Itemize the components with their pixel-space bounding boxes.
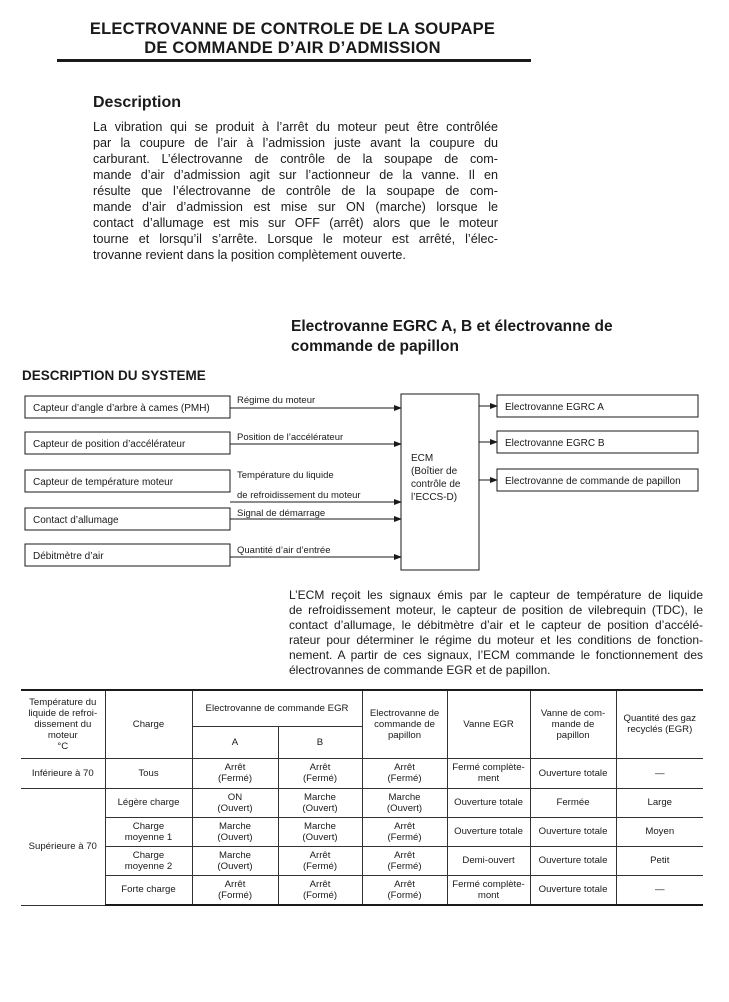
- egr-b-cell: Arrêt (Fermé): [278, 846, 362, 875]
- header-col-b: B: [278, 726, 362, 758]
- egr-b-cell: Marche (Ouvert): [278, 817, 362, 846]
- signal-label: de refroidissement du moteur: [237, 490, 361, 501]
- egr-valve-cell: Ouverture totale: [447, 817, 530, 846]
- egr-a-cell: Arrêt (Formé): [192, 875, 278, 905]
- charge-cell: Tous: [105, 758, 192, 788]
- page-title: [40, 20, 545, 58]
- header-temperature: Température du liquide de refroi- dissement du moteur °C: [21, 690, 105, 758]
- section-heading-line-2: commande de papillon: [291, 338, 459, 355]
- throttle-valve-cell: Ouverture totale: [530, 846, 616, 875]
- egr-a-cell: Arrêt (Fermé): [192, 758, 278, 788]
- description-line: trovanne revient dans la position complètement ouverte.: [93, 248, 406, 262]
- egr-a-cell: Marche (Ouvert): [192, 817, 278, 846]
- gas-cell: Large: [616, 788, 703, 817]
- temp-cell: Supérieure à 70: [21, 788, 105, 905]
- egr-control-table: [21, 689, 703, 906]
- charge-cell: Charge moyenne 1: [105, 817, 192, 846]
- gas-cell: —: [616, 875, 703, 905]
- description-heading: Description: [93, 94, 182, 111]
- signal-label: Régime du moteur: [237, 395, 316, 406]
- throttle-solenoid-cell: Arrêt (Fermé): [362, 846, 447, 875]
- gas-cell: —: [616, 758, 703, 788]
- page-title-line-1: ELECTROVANNE DE CONTROLE DE LA SOUPAPE: [89, 20, 496, 38]
- header-gas-quantity: Quantité des gaz recyclés (EGR): [616, 690, 703, 758]
- table-row: [21, 846, 703, 875]
- ecm-paragraph-line: contact d’allumage, le débitmètre d’air et le capteur de position d’accélé-: [289, 618, 703, 632]
- input-label: Contact d’allumage: [33, 515, 119, 526]
- header-charge: Charge: [105, 690, 192, 758]
- signal-label: Quantité d’air d’entrée: [237, 545, 331, 556]
- header-throttle-valve: Vanne de com- mande de papillon: [530, 690, 616, 758]
- temp-cell: Inférieure à 70: [21, 758, 105, 788]
- ecm-label: ECM: [411, 453, 434, 464]
- throttle-valve-cell: Ouverture totale: [530, 817, 616, 846]
- throttle-solenoid-cell: Arrêt (Fermé): [362, 758, 447, 788]
- egr-b-cell: Arrêt (Fermé): [278, 758, 362, 788]
- ecm-paragraph-line: nement. A partir de ces signaux, l’ECM commande le fonctionnement des: [289, 648, 703, 662]
- description-body: [93, 119, 498, 263]
- title-underline: [57, 59, 531, 62]
- input-label: Capteur de température moteur: [33, 477, 174, 488]
- input-label: Débitmètre d’air: [33, 551, 104, 562]
- description-line: par la coupure de l’air à l’admission juste avant la coupure du: [93, 136, 498, 150]
- table-row: [21, 875, 703, 905]
- ecm-label: contrôle de: [411, 479, 461, 490]
- throttle-solenoid-cell: Arrêt (Formé): [362, 875, 447, 905]
- egr-valve-cell: Fermé complète- mont: [447, 875, 530, 905]
- ecm-label: l’ECCS-D): [411, 492, 458, 503]
- signal-label: Température du liquide: [237, 470, 334, 481]
- ecm-paragraph: [289, 588, 703, 678]
- egr-a-cell: ON (Ouvert): [192, 788, 278, 817]
- output-label: Electrovanne EGRC B: [505, 438, 605, 449]
- header-egr-valve: Vanne EGR: [447, 690, 530, 758]
- description-line: résulte que l’électrovanne de contrôle de la soupape de com-: [93, 184, 498, 198]
- table-row: [21, 758, 703, 788]
- description-line: tourne et lorsqu’il s’arrête. Lorsque le moteur est arrêté, l’élec-: [93, 232, 498, 246]
- egr-valve-cell: Demi-ouvert: [447, 846, 530, 875]
- description-line: mande d’air d’admission agit sur l’actionneur de la vanne. Il en: [93, 168, 498, 182]
- section-heading-line-1: Electrovanne EGRC A, B et électrovanne de: [291, 318, 613, 335]
- egr-valve-cell: Fermé complète- ment: [447, 758, 530, 788]
- throttle-valve-cell: Fermée: [530, 788, 616, 817]
- signal-label: Position de l’accélérateur: [237, 432, 344, 443]
- egr-valve-cell: Ouverture totale: [447, 788, 530, 817]
- header-egr-solenoid: Electrovanne de commande EGR: [192, 690, 362, 726]
- output-label: Electrovanne EGRC A: [505, 402, 604, 413]
- description-line: contact d’allumage est mis sur OFF (arrêt) alors que le moteur: [93, 216, 498, 230]
- output-label: Electrovanne de commande de papillon: [505, 476, 681, 487]
- description-line: mande d’air d’admission est mise sur ON (marche) lorsque le: [93, 200, 498, 214]
- system-description-heading: DESCRIPTION DU SYSTEME: [22, 368, 206, 383]
- gas-cell: Moyen: [616, 817, 703, 846]
- gas-cell: Petit: [616, 846, 703, 875]
- input-label: Capteur d’angle d’arbre à cames (PMH): [33, 403, 210, 414]
- input-label: Capteur de position d’accélérateur: [33, 439, 186, 450]
- egr-a-cell: Marche (Ouvert): [192, 846, 278, 875]
- page-title-line-2: DE COMMANDE D’AIR D’ADMISSION: [144, 39, 441, 57]
- throttle-solenoid-cell: Marche (Ouvert): [362, 788, 447, 817]
- description-line: carburant. L’électrovanne de contrôle de la soupape de com-: [93, 152, 498, 166]
- charge-cell: Charge moyenne 2: [105, 846, 192, 875]
- signal-label: Signal de démarrage: [237, 508, 326, 519]
- ecm-paragraph-line: électrovannes de commande EGR et de papillon.: [289, 663, 551, 677]
- section-heading: [291, 317, 711, 357]
- egr-b-cell: Arrêt (Formé): [278, 875, 362, 905]
- table-row: [21, 788, 703, 817]
- description-line: La vibration qui se produit à l’arrêt du moteur peut être contrôlée: [93, 120, 498, 134]
- header-throttle-solenoid: Electrovanne de commande de papillon: [362, 690, 447, 758]
- ecm-label: (Boîtier de: [411, 466, 458, 477]
- throttle-valve-cell: Ouverture totale: [530, 758, 616, 788]
- egr-b-cell: Marche (Ouvert): [278, 788, 362, 817]
- header-col-a: A: [192, 726, 278, 758]
- ecm-paragraph-line: de refroidissement moteur, le capteur de position de vilebrequin (TDC), le: [289, 603, 703, 617]
- table-row: [21, 817, 703, 846]
- ecm-paragraph-line: rateur pour déterminer le régime du moteur et les conditions de fonction-: [289, 633, 703, 647]
- throttle-solenoid-cell: Arrêt (Fermé): [362, 817, 447, 846]
- charge-cell: Forte charge: [105, 875, 192, 905]
- throttle-valve-cell: Ouverture totale: [530, 875, 616, 905]
- charge-cell: Légère charge: [105, 788, 192, 817]
- system-diagram: [0, 380, 729, 580]
- ecm-paragraph-line: L’ECM reçoit les signaux émis par le capteur de température de liquide: [289, 588, 703, 602]
